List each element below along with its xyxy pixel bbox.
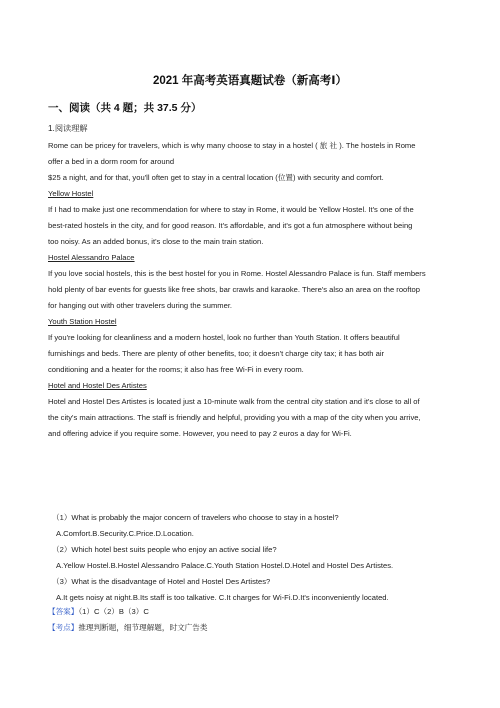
kaodian-line	[48, 620, 460, 636]
question-stem: （3）What is the disadvantage of Hotel and Hostel Des Artistes?	[52, 577, 271, 586]
kaodian-tag: 【考点】	[48, 623, 79, 632]
passage-line: and offering advice if you require some. However, you need to pay 2 euros a day for Wi-Fi.	[48, 429, 352, 438]
questions	[48, 510, 460, 606]
passage-line: offer a bed in a dorm room for around	[48, 157, 175, 166]
hostel-heading: Hostel Alessandro Palace	[48, 253, 135, 262]
passage-line: Hotel and Hostel Des Artistes is located just a 10-minute walk from the central city station and it's close to all of	[48, 397, 420, 406]
hostel-heading: Yellow Hostel	[48, 189, 94, 198]
passage-line: the city's main attractions. The staff is friendly and helpful, providing you with a map of the city when you arrive,	[48, 413, 421, 422]
hostel-heading: Youth Station Hostel	[48, 317, 117, 326]
passage-line: for hanging out with other travelers during the summer.	[48, 301, 233, 310]
passage-line: Rome can be pricey for travelers, which is why many choose to stay in a hostel ( 旅 社 ). The hostels in Rome	[48, 141, 416, 150]
question-stem: （1）What is probably the major concern of travelers who choose to stay in a hostel?	[52, 513, 339, 522]
answer-text: （1）C（2）B（3）C	[78, 607, 149, 616]
section-heading: 一、阅读（共 4 题；共 37.5 分）	[48, 102, 202, 114]
passage-line: $25 a night, and for that, you'll often get to stay in a central location (位置) with security and comfort.	[48, 173, 384, 182]
passage-line: too noisy. As an added bonus, it's close to the main train station.	[48, 237, 264, 246]
question-options: A.Yellow Hostel.B.Hostel Alessandro Palace.C.Youth Station Hostel.D.Hotel and Hostel Des Artistes.	[56, 561, 394, 570]
passage-line: furnishings and beds. There are plenty of other benefits, too; it doesn't charge city tax; it has both air	[48, 349, 385, 358]
question-options: A.It gets noisy at night.B.Its staff is too talkative. C.It charges for Wi-Fi.D.It's inconveniently located.	[56, 593, 389, 602]
passage	[48, 138, 460, 442]
answer-line	[48, 604, 460, 620]
page-title: 2021 年高考英语真题试卷（新高考Ⅰ）	[152, 75, 348, 87]
answer-tag: 【答案】	[48, 607, 79, 616]
question-options: A.Comfort.B.Security.C.Price.D.Location.	[56, 529, 194, 538]
question-label: 1.阅读理解	[48, 124, 88, 133]
passage-line: conditioning and a heater for the rooms; it also has free Wi-Fi in every room.	[48, 365, 304, 374]
passage-line: If I had to make just one recommendation for where to stay in Rome, it would be Yellow Hostel. It's one of the	[48, 205, 414, 214]
kaodian-text: 推理判断题，细节理解题，时文广告类	[78, 623, 208, 632]
passage-line: best-rated hostels in the city, and for good reason. It's affordable, and it's got a fun atmosphere without being	[48, 221, 413, 230]
passage-line: hold plenty of bar events for guests like free shots, bar crawls and karaoke. There's also an area on the rooftop	[48, 285, 420, 294]
question-stem: （2）Which hotel best suits people who enjoy an active social life?	[52, 545, 277, 554]
passage-line: If you're looking for cleanliness and a modern hostel, look no further than Youth Station. It offers beautiful	[48, 333, 400, 342]
passage-line: If you love social hostels, this is the best hostel for you in Rome. Hostel Alessandro Palace is fun. Staff members	[48, 269, 426, 278]
hostel-heading: Hotel and Hostel Des Artistes	[48, 381, 147, 390]
